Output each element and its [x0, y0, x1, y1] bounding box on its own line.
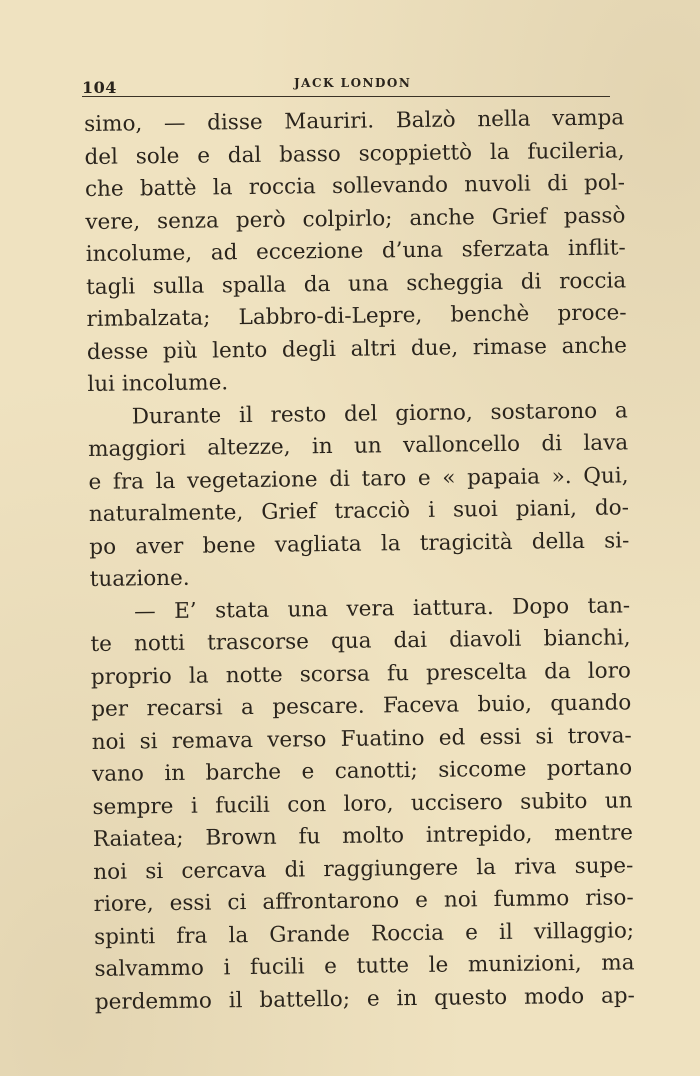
text-line: incolume, ad eccezione d’una sferzata inflit- — [85, 235, 626, 267]
text-line: per recarsi a pescare. Faceva buio, quando — [91, 690, 632, 722]
text-line: Durante il resto del giorno, sostarono a — [131, 397, 628, 429]
text-line: te notti trascorse qua dai diavoli bianchi, — [90, 625, 631, 657]
text-line: proprio la notte scorsa fu prescelta da loro — [90, 657, 632, 690]
text-line: tagli sulla spalla da una scheggia di roccia — [86, 267, 627, 300]
text-line: desse più lento degli altri due, rimase anche — [86, 332, 628, 365]
text-line: vere, senza però colpirlo; anche Grief passò — [85, 202, 626, 235]
header-rule — [82, 96, 610, 97]
text-line: riore, essi ci affrontarono e noi fummo riso- — [93, 885, 634, 917]
text-line: sempre i fucili con loro, uccisero subito un — [92, 787, 633, 820]
text-line: spinti fra la Grande Roccia e il villaggio; — [93, 917, 635, 950]
text-line: che battè la roccia sollevando nuvoli di pol- — [84, 170, 626, 202]
text-line: maggiori altezze, in un valloncello di lava — [88, 430, 629, 462]
page-number: 104 — [82, 78, 117, 97]
text-line: rimbalzata; Labbro-di-Lepre, benchè proce- — [86, 300, 627, 332]
text-line: — E’ stata una vera iattura. Dopo tan- — [133, 592, 631, 624]
text-line: noi si remava verso Fuatino ed essi si trova- — [91, 722, 632, 755]
text-line: salvammo i fucili e tutte le munizioni, ma — [94, 950, 635, 982]
text-line: tuazione. — [89, 565, 190, 592]
text-line: po aver bene vagliata la tragicità della si- — [89, 527, 630, 560]
text-line: lui incolume. — [87, 370, 229, 397]
text-line: naturalmente, Grief tracciò i suoi piani, do- — [88, 495, 630, 527]
text-line: vano in barche e canotti; siccome portano — [91, 755, 633, 787]
text-line: perdemmo il battello; e in questo modo ap- — [94, 982, 636, 1015]
text-line: noi si cercava di raggiungere la riva supe- — [93, 852, 634, 885]
page-header — [82, 72, 610, 98]
running-head: JACK LONDON — [294, 76, 412, 90]
body-text — [84, 102, 635, 1019]
text-line: Raiatea; Brown fu molto intrepido, mentre — [92, 820, 634, 852]
text-line: simo, — disse Mauriri. Balzò nella vampa — [84, 105, 625, 137]
text-line: del sole e dal basso scoppiettò la fucileria, — [84, 137, 625, 170]
text-line: e fra la vegetazione di taro e « papaia ». Qui, — [88, 462, 629, 495]
